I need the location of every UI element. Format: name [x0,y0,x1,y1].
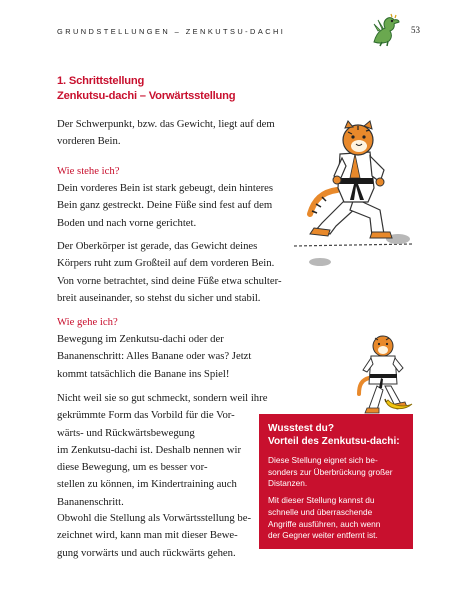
heading-line-2: Zenkutsu-dachi – Vorwärtsstellung [57,90,236,102]
paragraph-banana: Nicht weil sie so gut schmeckt, sondern weil ihre gekrümmte Form das Vorbild für die Vor- wärts- und Rückwärtsbewegung im Zenkutsu-dachi ist. Deshalb nennen wir diese Bewegung, um es besser vor- stellen zu können, im Kindertraining auch Bananenschritt. [57,392,268,508]
page-number: 53 [411,25,420,35]
section-heading [57,74,235,104]
paragraph-stance: Dein vorderes Bein ist stark gebeugt, dein hinteres Bein ganz gestreckt. Deine Füße sind fest auf dem Boden und nach vorne gerichtet. [57,182,274,229]
heading-line-1: 1. Schrittstellung [57,75,145,87]
dragon-icon [368,12,404,48]
infobox-title-1: Wusstest du? [268,423,334,434]
paragraph-weight: Der Schwerpunkt, bzw. das Gewicht, liegt auf dem vorderen Bein. [57,118,275,148]
paragraph-upper-body: Der Oberkörper ist gerade, das Gewicht deines Körpers ruht zum Großteil auf dem vorderen Bein. Von vorne betrachtet, sind deine Füße etwa schulter- breit auseinander, so stehst du sicher und stabil. [57,240,282,304]
paragraph-direction: Obwohl die Stellung als Vorwärtsstellung be- zeichnet wird, kann man mit dieser Bewe- gung vorwärts und auch rückwärts gehen. [57,512,252,559]
infobox-text-2: Mit dieser Stellung kannst du schnelle und überraschende Angriffe ausführen, auch wenn der Gegner weiter entfernt ist. [268,495,381,541]
paragraph-movement: Bewegung im Zenkutsu-dachi oder der Bananenschritt: Alles Banane oder was? Jetzt kommt tatsächlich die Banane ins Spiel! [57,333,252,380]
tiger-karate-illustration [292,118,414,288]
subheading-how-walk: Wie gehe ich? [57,316,118,328]
banana-icon [384,396,414,412]
infobox-text-1: Diese Stellung eignet sich be- sonders zur Überbrückung großer Distanzen. [268,455,393,489]
subheading-how-stand: Wie stehe ich? [57,165,120,177]
running-head: GRUNDSTELLUNGEN – ZENKUTSU-DACHI [57,27,286,36]
infobox-title-2: Vorteil des Zenkutsu-dachi: [268,435,400,447]
did-you-know-box [259,414,413,549]
